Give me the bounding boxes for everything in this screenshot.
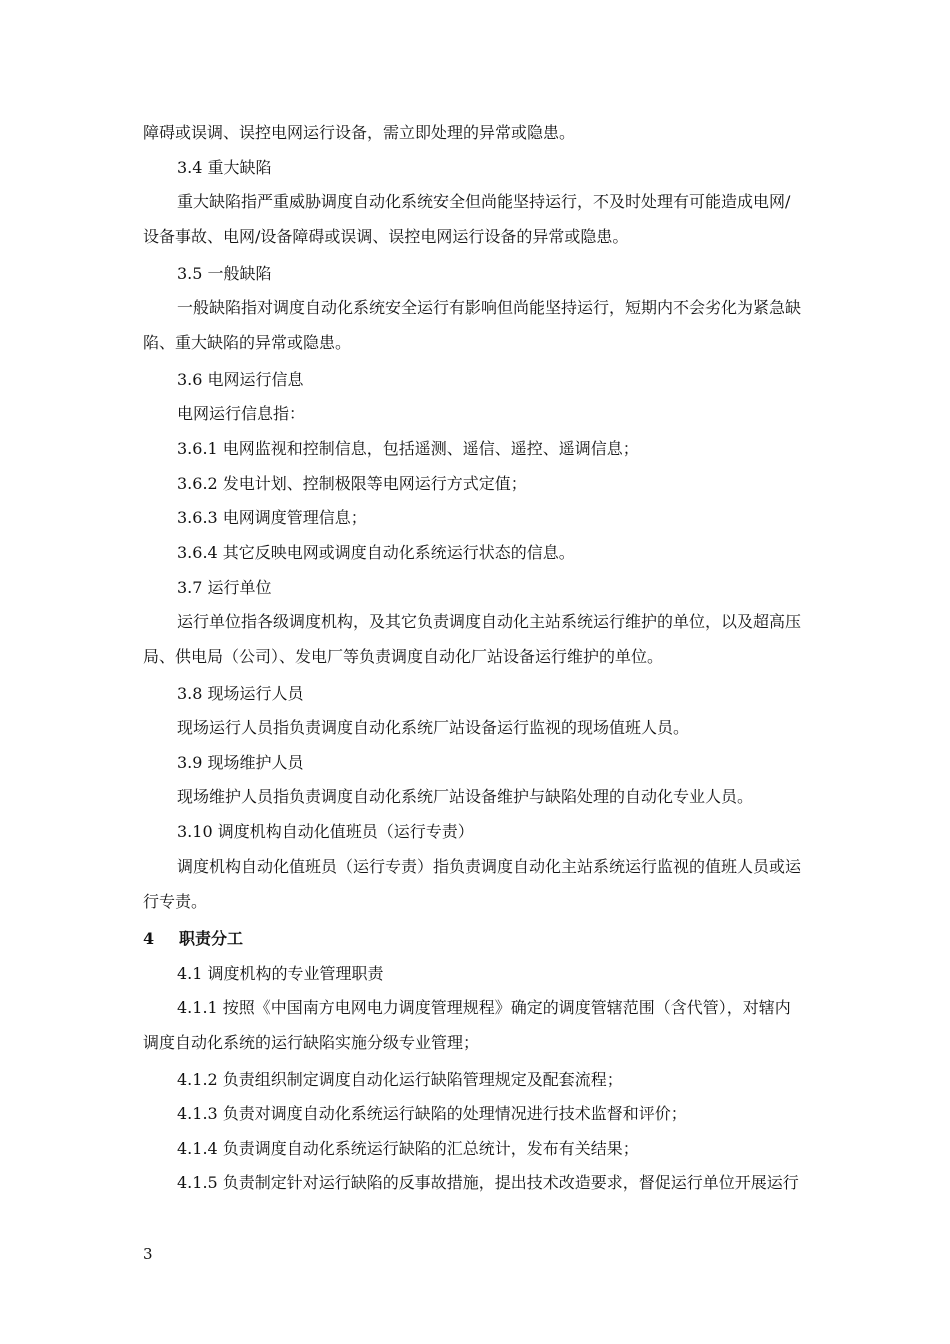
text-line: 电网运行信息指：	[177, 404, 306, 423]
text-line: 重大缺陷指严重威胁调度自动化系统安全但尚能坚持运行，不及时处理有可能造成电网/	[177, 192, 791, 211]
section-heading: 3.6 电网运行信息	[177, 370, 304, 389]
chapter-title: 职责分工	[179, 929, 244, 948]
text-line: 运行单位指各级调度机构，及其它负责调度自动化主站系统运行维护的单位，以及超高压	[177, 612, 802, 631]
list-item: 4.1.4 负责调度自动化系统运行缺陷的汇总统计，发布有关结果；	[177, 1139, 639, 1158]
section-heading: 3.8 现场运行人员	[177, 684, 304, 703]
section-heading: 3.4 重大缺陷	[177, 158, 272, 177]
section-heading: 3.9 现场维护人员	[177, 753, 304, 772]
text-line: 局、供电局（公司）、发电厂等负责调度自动化厂站设备运行维护的单位。	[143, 647, 664, 666]
text-line: 现场运行人员指负责调度自动化系统厂站设备运行监视的现场值班人员。	[177, 718, 690, 737]
list-item: 4.1.3 负责对调度自动化系统运行缺陷的处理情况进行技术监督和评价；	[177, 1104, 687, 1123]
list-item: 4.1.5 负责制定针对运行缺陷的反事故措施，提出技术改造要求，督促运行单位开展运行	[177, 1173, 799, 1192]
list-item: 3.6.3 电网调度管理信息；	[177, 508, 367, 527]
text-line: 调度机构自动化值班员（运行专责）指负责调度自动化主站系统运行监视的值班人员或运	[177, 857, 802, 876]
list-item: 4.1.1 按照《中国南方电网电力调度管理规程》确定的调度管辖范围（含代管），对辖内	[177, 998, 791, 1017]
text-line: 一般缺陷指对调度自动化系统安全运行有影响但尚能坚持运行，短期内不会劣化为紧急缺	[177, 298, 802, 317]
list-item: 3.6.2 发电计划、控制极限等电网运行方式定值；	[177, 474, 527, 493]
section-heading: 3.5 一般缺陷	[177, 264, 272, 283]
list-item: 3.6.4 其它反映电网或调度自动化系统运行状态的信息。	[177, 543, 575, 562]
section-heading: 3.10 调度机构自动化值班员（运行专责）	[177, 822, 474, 841]
section-heading: 4.1 调度机构的专业管理职责	[177, 964, 384, 983]
text-line: 设备事故、电网/设备障碍或误调、误控电网运行设备的异常或隐患。	[143, 227, 629, 246]
section-heading: 3.7 运行单位	[177, 578, 272, 597]
text-line: 陷、重大缺陷的异常或隐患。	[143, 333, 352, 352]
list-item: 3.6.1 电网监视和控制信息，包括遥测、遥信、遥控、遥调信息；	[177, 439, 639, 458]
list-item: 4.1.2 负责组织制定调度自动化运行缺陷管理规定及配套流程；	[177, 1070, 623, 1089]
page-number: 3	[143, 1245, 153, 1263]
chapter-number: 4	[143, 929, 155, 948]
chapter-heading	[0, 929, 950, 949]
text-line: 行专责。	[143, 892, 208, 911]
text-line: 现场维护人员指负责调度自动化系统厂站设备维护与缺陷处理的自动化专业人员。	[177, 787, 754, 806]
text-line: 障碍或误调、误控电网运行设备，需立即处理的异常或隐患。	[143, 123, 576, 142]
text-line: 调度自动化系统的运行缺陷实施分级专业管理；	[143, 1033, 480, 1052]
